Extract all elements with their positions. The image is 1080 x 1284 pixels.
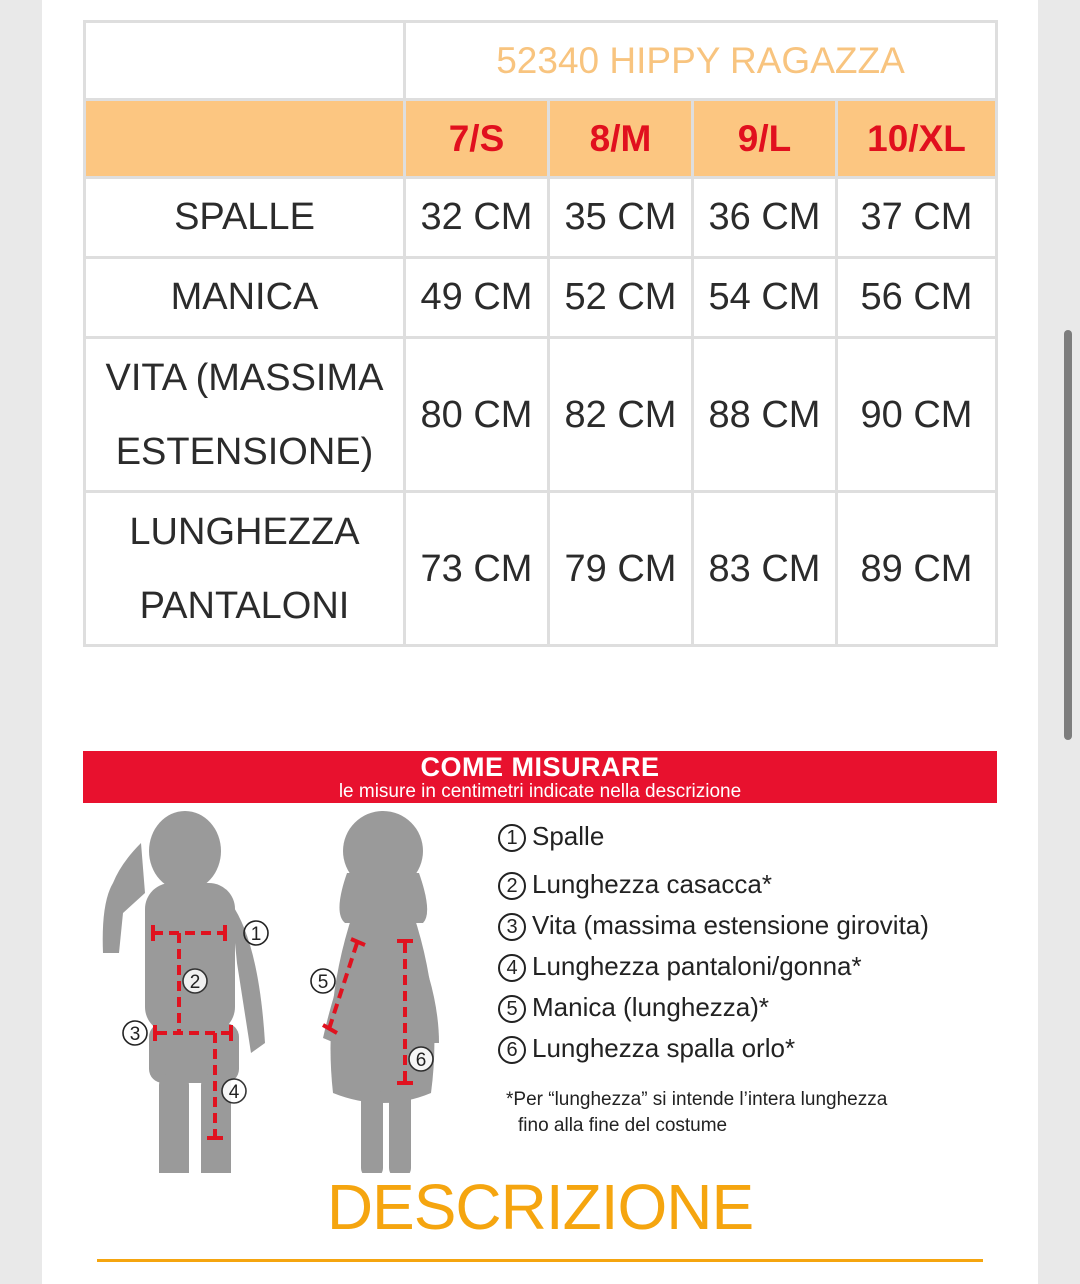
legend-item: [498, 821, 604, 852]
description-heading: DESCRIZIONE: [326, 1171, 754, 1243]
header-empty-cell: [86, 101, 406, 179]
description-divider: [97, 1259, 983, 1262]
table-cell: 82 CM: [550, 339, 694, 493]
table-title-row: [86, 23, 998, 101]
legend-number: 6: [498, 1036, 526, 1064]
table-cell: 80 CM: [406, 339, 550, 493]
table-cell: 37 CM: [838, 179, 998, 259]
legend-number: 2: [498, 872, 526, 900]
figure-label: 5: [317, 972, 329, 993]
size-header-row: [86, 101, 998, 179]
table-cell: 89 CM: [838, 493, 998, 647]
legend-item: [498, 869, 772, 900]
legend-number: 5: [498, 995, 526, 1023]
legend-item: [498, 992, 769, 1023]
table-cell: 36 CM: [694, 179, 838, 259]
row-label: MANICA: [86, 259, 406, 339]
legend-text: Vita (massima estensione girovita): [532, 910, 929, 940]
size-header: 10/XL: [838, 101, 998, 179]
table-row: [86, 259, 998, 339]
table-row: [86, 339, 998, 493]
length-note: [506, 1087, 986, 1139]
how-to-measure-graphic: [83, 751, 997, 1171]
legend-text: Lunghezza spalla orlo*: [532, 1033, 796, 1063]
table-row: [86, 493, 998, 647]
table-cell: 52 CM: [550, 259, 694, 339]
banner-subtitle: le misure in centimetri indicate nella descrizione: [338, 781, 742, 802]
legend-text: Lunghezza pantaloni/gonna*: [532, 951, 862, 981]
row-label-line: VITA (MASSIMA: [105, 356, 384, 399]
row-label: SPALLE: [86, 179, 406, 259]
banner-title: COME MISURARE: [420, 752, 660, 782]
table-cell: 90 CM: [838, 339, 998, 493]
legend-item: [498, 951, 862, 982]
measure-banner: [83, 751, 997, 803]
figure-label: 3: [129, 1024, 141, 1045]
figure-label: 1: [250, 924, 262, 945]
row-label-line: LUNGHEZZA: [129, 510, 360, 553]
row-label: [86, 493, 406, 647]
legend-item: [498, 1033, 795, 1064]
figure-label: 4: [228, 1082, 240, 1103]
figure-label: 2: [189, 972, 201, 993]
table-cell: 83 CM: [694, 493, 838, 647]
table-cell: 54 CM: [694, 259, 838, 339]
table-cell: 73 CM: [406, 493, 550, 647]
size-header: 8/M: [550, 101, 694, 179]
table-row: [86, 179, 998, 259]
figure-label: 6: [415, 1050, 427, 1071]
product-title: 52340 HIPPY RAGAZZA: [406, 23, 998, 101]
legend-number: 1: [498, 824, 526, 852]
note-line: fino alla fine del costume: [518, 1115, 728, 1136]
table-cell: 32 CM: [406, 179, 550, 259]
table-cell: 49 CM: [406, 259, 550, 339]
size-table: [83, 20, 998, 647]
size-header: 9/L: [694, 101, 838, 179]
legend-text: Lunghezza casacca*: [532, 869, 772, 899]
table-cell: 56 CM: [838, 259, 998, 339]
table-cell: 35 CM: [550, 179, 694, 259]
legend-text: Manica (lunghezza)*: [532, 992, 770, 1022]
table-cell: 88 CM: [694, 339, 838, 493]
boy-silhouette: [103, 811, 265, 1173]
legend-text: Spalle: [532, 821, 605, 851]
row-label-line: ESTENSIONE): [115, 430, 374, 473]
empty-corner-cell: [86, 23, 406, 101]
size-header: 7/S: [406, 101, 550, 179]
legend-item: [498, 910, 929, 941]
row-label-line: PANTALONI: [139, 584, 350, 627]
note-line: *Per “lunghezza” si intende l’intera lunghezza: [506, 1089, 888, 1110]
row-label: [86, 339, 406, 493]
legend-number: 3: [498, 913, 526, 941]
legend-number: 4: [498, 954, 526, 982]
scrollbar[interactable]: [1064, 330, 1072, 740]
body-silhouettes-illustration: [83, 803, 483, 1173]
table-cell: 79 CM: [550, 493, 694, 647]
